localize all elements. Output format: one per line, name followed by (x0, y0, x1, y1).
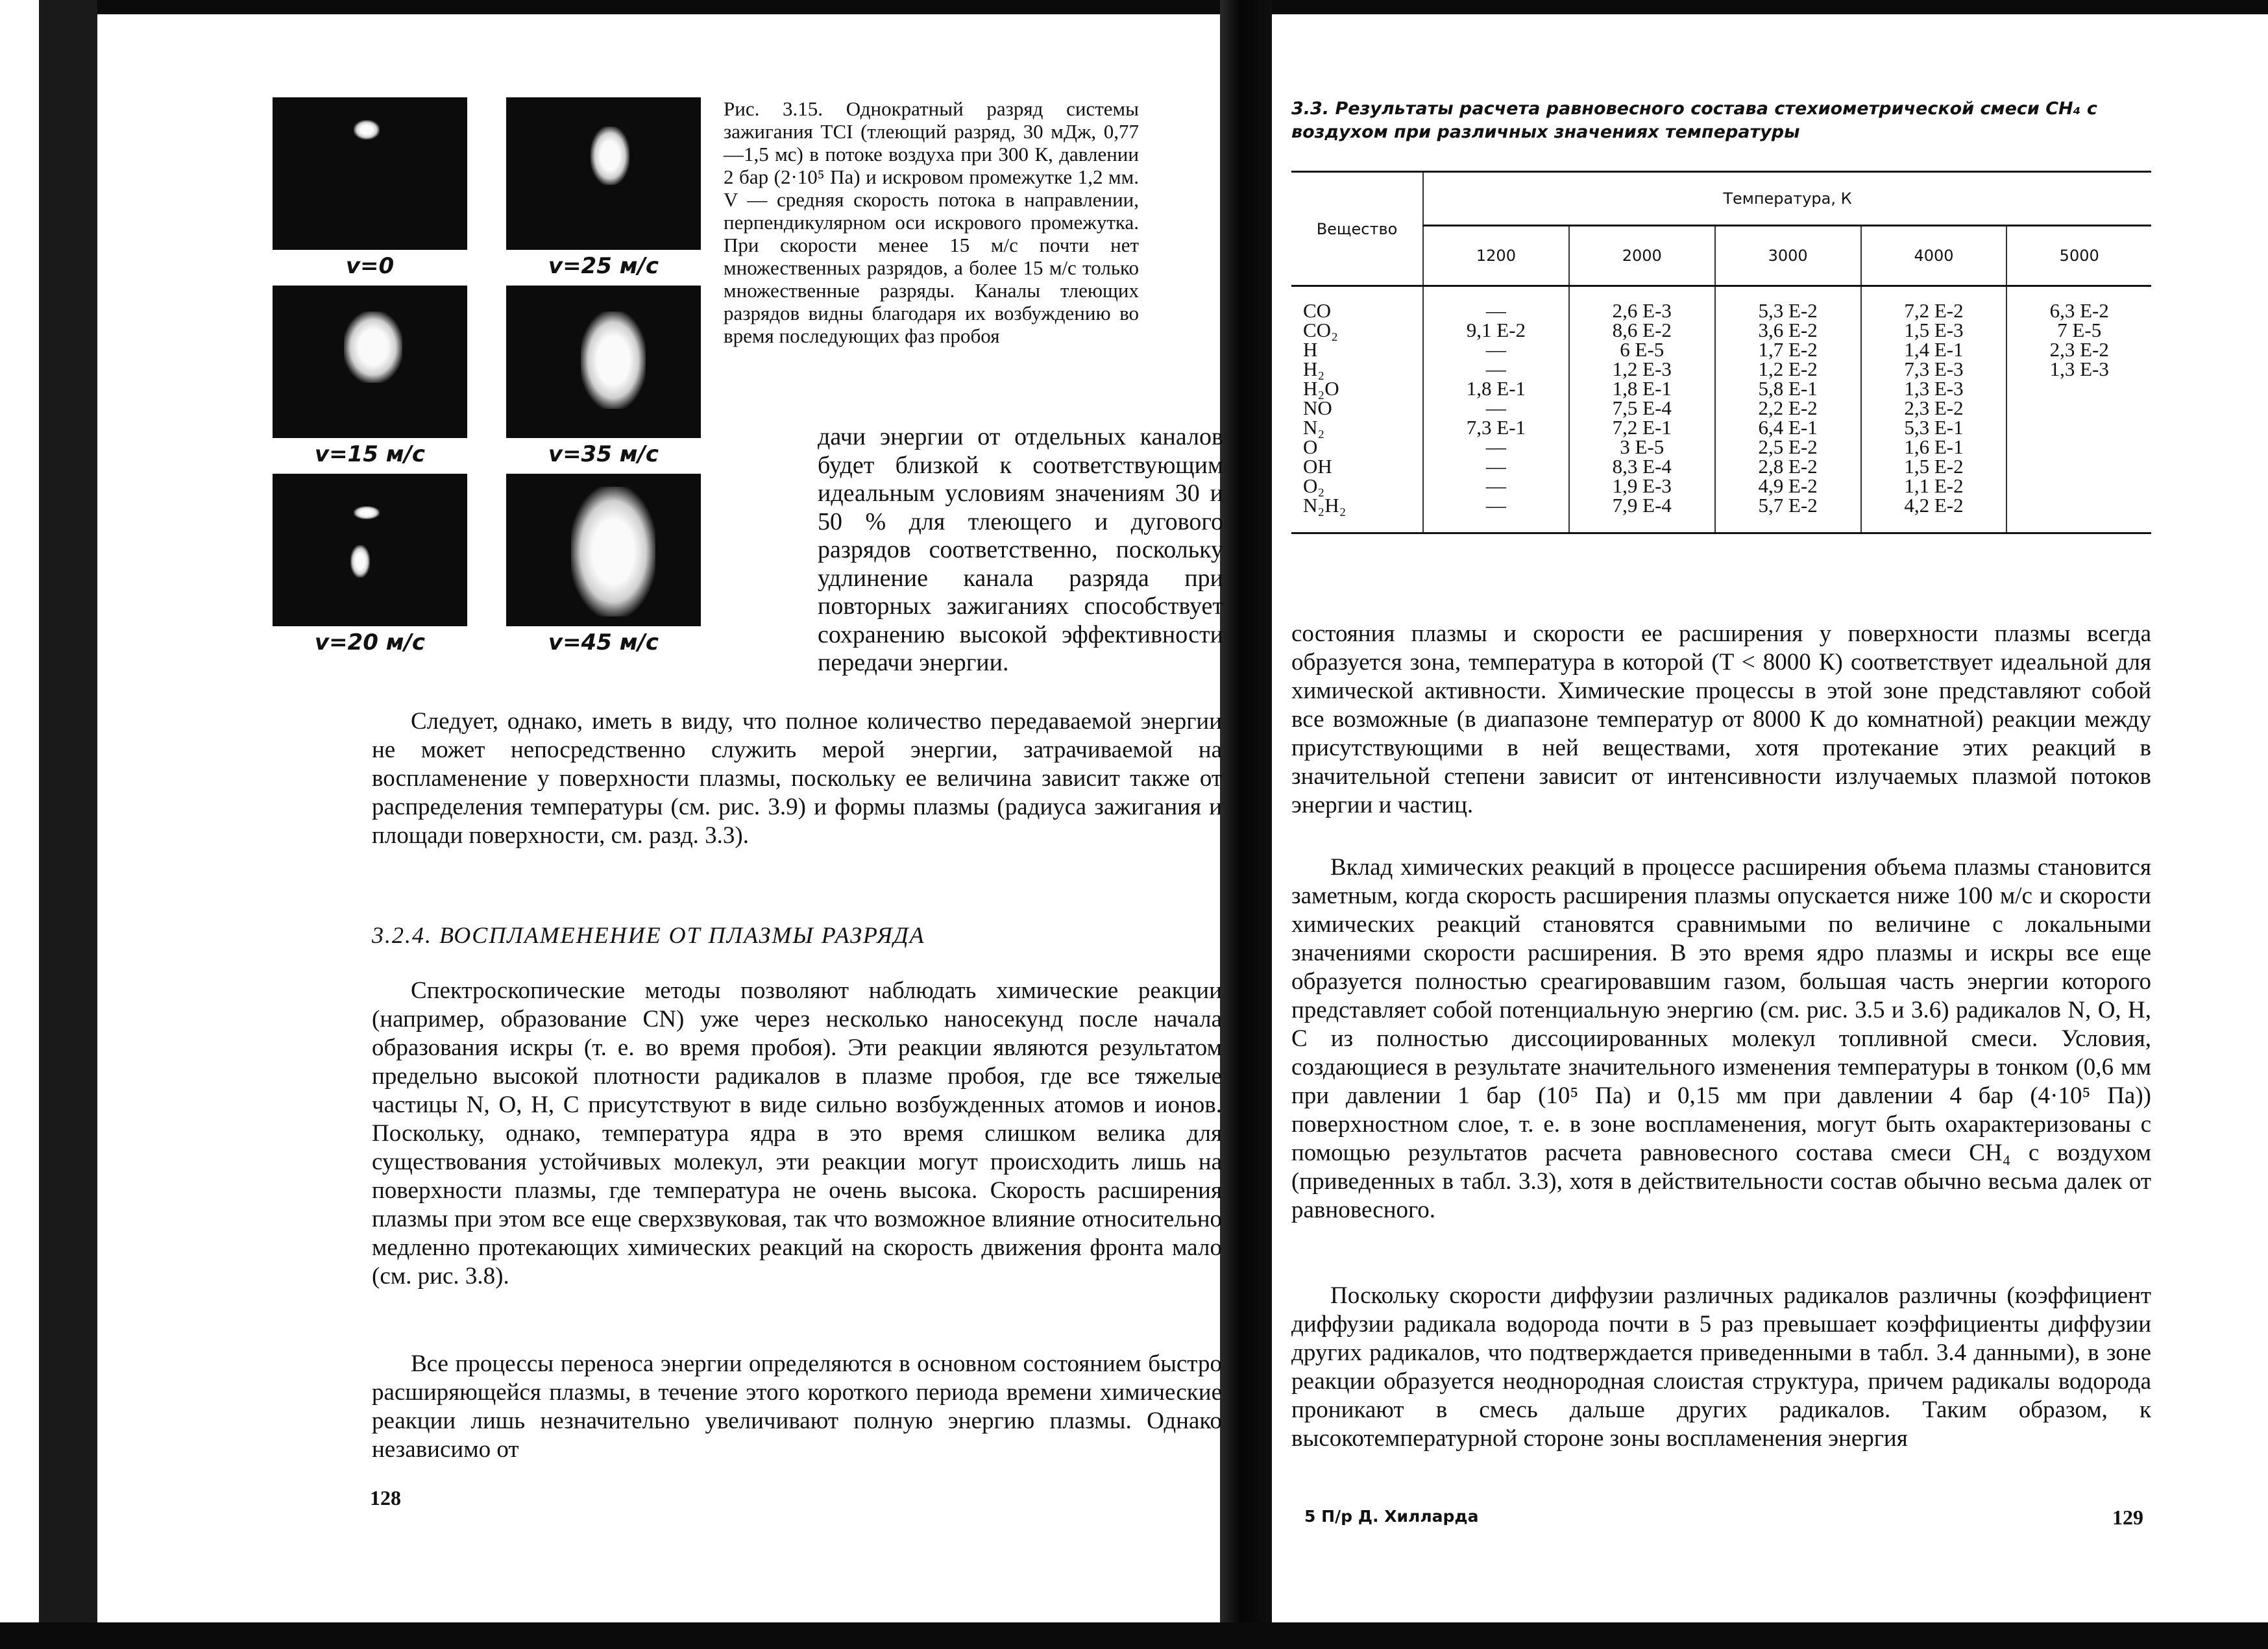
discharge-photo-5 (273, 474, 467, 626)
discharge-photo-4 (506, 286, 701, 438)
section-heading: 3.2.4. ВОСПЛАМЕНЕНИЕ ОТ ПЛАЗМЫ РАЗРЯДА (372, 922, 925, 948)
temperature-header: 4000 (1861, 226, 2007, 286)
photo-label: v=15 м/с (314, 441, 426, 467)
temperature-header: 3000 (1715, 226, 1861, 286)
paragraph: Поскольку скорости диффузии различных радикалов различны (коэффициент диффузии радикала водорода почти в 5 раз превышает коэффициенты диффузии других радикалов, что подтверждается приведенными в табл. 3.4 данными), в зоне реакции образуется неоднородная слоистая структура, причем радикалы водорода проникают в смесь дальше других радикалов. Таким образом, к высокотемпературной стороне зоны воспламенения энергия (1291, 1282, 2151, 1452)
table-column-4000: 7,2 E-2 1,5 E-3 1,4 E-1 7,3 E-3 1,3 E-3 2,3 E-2 5,3 E-1 1,6 E-1 1,5 E-2 1,1 E-2 4,2 E-2 (1861, 286, 2007, 533)
scan-left-edge (0, 0, 97, 1649)
paragraph: Спектроскопические методы позволяют наблюдать химические реакции (например, образование CN) уже через несколько наносекунд после начала образования искры (т. е. во время пробоя). Эти реакции являются результатом предельно высокой плотности радикалов в плазме пробоя, где все тяжелые частицы N, O, H, C присутствуют в виде сильно возбужденных атомов и ионов. Поскольку, однако, температура ядра в это время слишком велика для существования устойчивых молекул, эти реакции могут происходить лишь на поверхности плазмы, где температура не очень высока. Скорость расширения плазмы при этом все еще сверхзвуковая, так что возможное влияние относительно медленно протекающих химических реакций на скорость движения фронта мало (см. рис. 3.8). (372, 977, 1222, 1289)
paragraph: Следует, однако, иметь в виду, что полное количество передаваемой энергии не может непосредственно служить мерой энергии, затрачиваемой на воспламенение у поверхности плазмы, поскольку ее величина зависит также от распределения температуры (см. рис. 3.9) и формы плазмы (радиуса зажигания и площади поверхности, см. разд. 3.3). (372, 708, 1222, 849)
temperature-header: 1200 (1423, 226, 1569, 286)
page-number: 129 (2112, 1506, 2143, 1529)
photo-label: v=45 м/с (548, 629, 659, 655)
scan-bottom-edge (0, 1622, 2268, 1649)
figure-caption: Рис. 3.15. Однократный разряд системы зажигания TCI (тлеющий разряд, 30 мДж, 0,77—1,5 мс) в потоке воздуха при 300 К, давлении 2 бар (2·10⁵ Па) и искровом промежутке 1,2 мм. V — средняя скорость потока в направлении, перпендикулярном оси искрового промежутка. При скорости менее 15 м/с почти нет множественных разрядов, а более 15 м/с только множественные разряды. Каналы тлеющих разрядов видны благодаря их возбуждению во время последующих фаз пробоя (724, 97, 1139, 347)
figure-3-15-photos (273, 97, 798, 655)
paragraph: состояния плазмы и скорости ее расширения у поверхности плазмы всегда образуется зона, температура в которой (T < 8000 К) соответствует идеальной для химической активности. Химические процессы в этой зоне представляют собой все возможные (в диапазоне температур от 8000 К до комнатной) реакции между присутствующими в ней веществами, хотя протекание этих реакций в значительной степени зависит от интенсивности излучаемых плазмой потоков энергии и частиц. (1291, 620, 2151, 818)
substance-column: CO CO₂ H H₂ H₂O NO N₂ O OH O₂ N₂H₂ (1291, 286, 1423, 533)
header-temperature: Температура, К (1423, 172, 2151, 226)
photo-label: v=20 м/с (314, 629, 426, 655)
paragraph: Все процессы переноса энергии определяются в основном состоянием быстро расширяющейся плазмы, в течение этого короткого периода времени химические реакции лишь незначительно увеличивают полную энергию плазмы. Однако независимо от (372, 1350, 1222, 1463)
side-paragraph: дачи энергии от отдельных каналов будет близкой к соответствующим идеальным условиям значениям 30 и 50 % для тлеющего и дугового разрядов соответственно, поскольку удлинение канала разряда при повторных зажиганиях способствует сохранению высокой эффективности передачи энергии. (818, 423, 1223, 676)
photo-label: v=25 м/с (548, 253, 659, 279)
header-substance: Вещество (1291, 172, 1423, 286)
photo-label: v=35 м/с (548, 441, 659, 467)
equilibrium-table (1291, 171, 2151, 534)
table-column-2000: 2,6 E-3 8,6 E-2 6 E-5 1,2 E-3 1,8 E-1 7,5 E-4 7,2 E-1 3 E-5 8,3 E-4 1,9 E-3 7,9 E-4 (1569, 286, 1715, 533)
photo-label: v=0 (345, 253, 395, 279)
paragraph: Вклад химических реакций в процессе расширения объема плазмы становится заметным, когда скорость расширения плазмы опускается ниже 100 м/с и скорости химических реакций становятся сравнимыми по величине с локальными значениями скорости расширения. В это время ядро плазмы и искры все еще образуется полностью среагировавшим газом, большая часть энергии которого представляет собой потенциальную энергию (см. рис. 3.5 и 3.6) радикалов N, O, H, C из полностью диссоциированных молекул топливной смеси. Условия, создающиеся в результате значительного изменения температуры в тонком (0,6 мм при давлении 1 бар (10⁵ Па) и 0,15 мм при давлении 4 бар (4·10⁵ Па)) поверхностном слое, т. е. в зоне воспламенения, могут быть охарактеризованы с помощью результатов расчета равновесного состава смеси CH₄ с воздухом (приведенных в табл. 3.3), хотя в действительности состав обычно весьма далек от равновесного. (1291, 854, 2151, 1223)
discharge-photo-3 (273, 286, 467, 438)
page-number: 128 (370, 1486, 401, 1509)
table-column-1200: — 9,1 E-2 — — 1,8 E-1 — 7,3 E-1 — — — — (1423, 286, 1569, 533)
table-column-5000: 6,3 E-2 7 E-5 2,3 E-2 1,3 E-3 (2049, 299, 2109, 380)
signature-note: 5 П/р Д. Хилларда (1304, 1507, 1479, 1526)
temperature-header: 5000 (2059, 247, 2099, 265)
temperature-header: 2000 (1569, 226, 1715, 286)
book-gutter (1220, 0, 1272, 1649)
discharge-photo-1 (273, 97, 467, 250)
discharge-photo-6 (506, 474, 701, 626)
table-column-3000: 5,3 E-2 3,6 E-2 1,7 E-2 1,2 E-2 5,8 E-1 2,2 E-2 6,4 E-1 2,5 E-2 2,8 E-2 4,9 E-2 5,7 E-2 (1715, 286, 1861, 533)
table-caption: 3.3. Результаты расчета равновесного состава стехиометрической смеси CH₄ с воздухом при различных значениях температуры (1291, 99, 2097, 142)
discharge-photo-2 (506, 97, 701, 250)
